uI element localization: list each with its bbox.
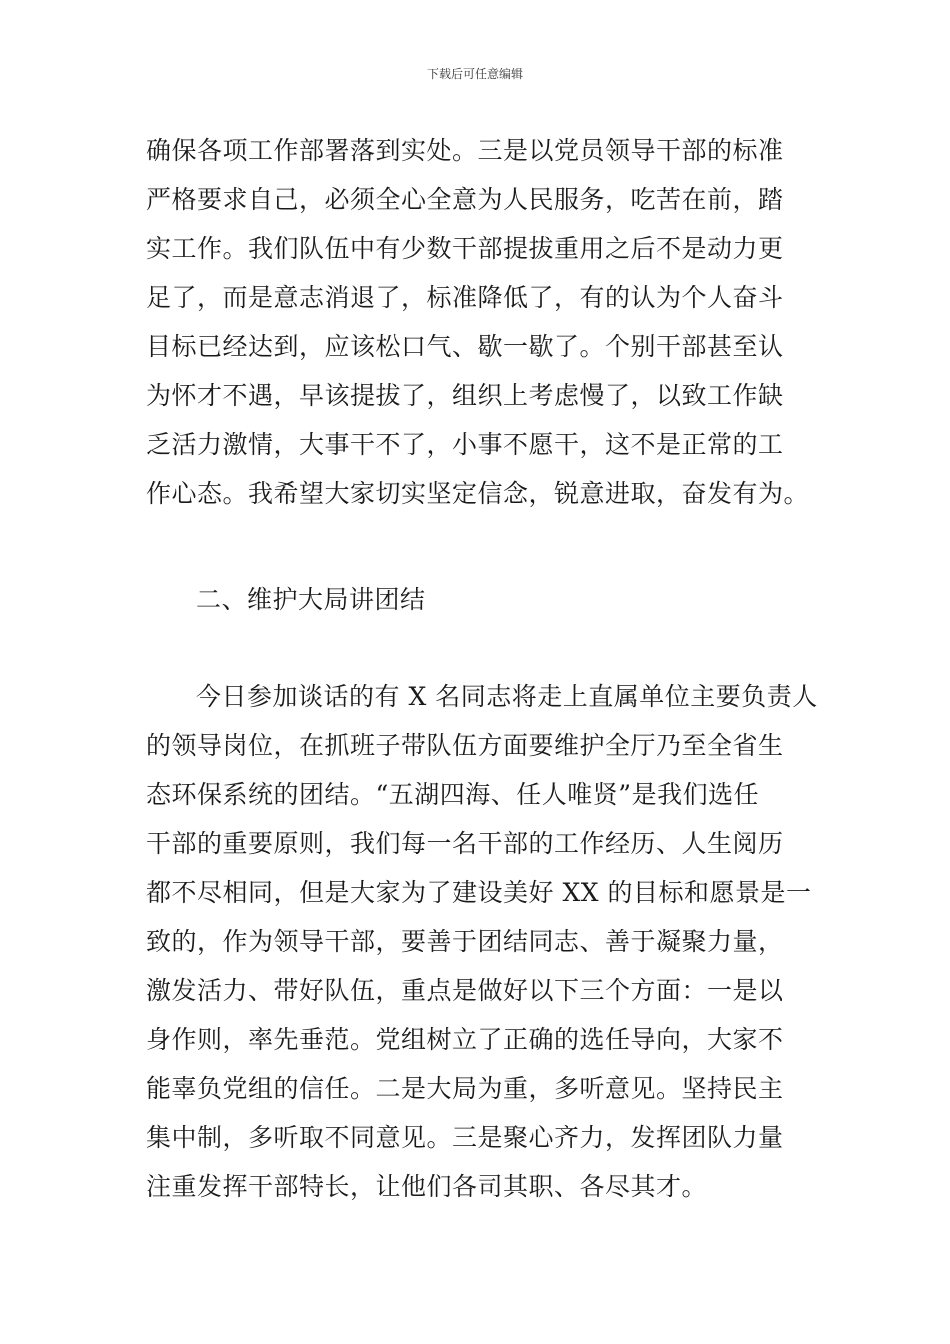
paragraph-line: 激发活力、带好队伍，重点是做好以下三个方面：一是以 <box>146 976 784 1005</box>
section-heading-text: 二、维护大局讲团结 <box>196 585 426 614</box>
paragraph-line: 严格要求自己，必须全心全意为人民服务，吃苦在前，踏 <box>146 185 784 214</box>
paragraph-line: 注重发挥干部特长，让他们各司其职、各尽其才。 <box>146 1172 708 1201</box>
paragraph-1 <box>146 126 811 518</box>
paragraph-line: 乏活力激情，大事干不了，小事不愿干，这不是正常的工 <box>146 430 784 459</box>
paragraph-line: 确保各项工作部署落到实处。三是以党员领导干部的标准 <box>146 136 784 165</box>
page-header: 下载后可任意编辑 <box>426 67 523 81</box>
paragraph-line: 今日参加谈话的有 X 名同志将走上直属单位主要负责人 <box>196 682 818 711</box>
paragraph-line: 致的，作为领导干部，要善于团结同志、善于凝聚力量， <box>146 927 784 956</box>
paragraph-line: 目标已经达到，应该松口气、歇一歇了。个别干部甚至认 <box>146 332 784 361</box>
paragraph-line: 都不尽相同，但是大家为了建设美好 XX 的目标和愿景是一 <box>146 878 812 907</box>
paragraph-line: 实工作。我们队伍中有少数干部提拔重用之后不是动力更 <box>146 234 784 263</box>
paragraph-line: 身作则，率先垂范。党组树立了正确的选任导向，大家不 <box>146 1025 784 1054</box>
paragraph-line: 干部的重要原则，我们每一名干部的工作经历、人生阅历 <box>146 829 784 858</box>
paragraph-2 <box>146 672 818 1211</box>
paragraph-line: 作心态。我希望大家切实坚定信念，锐意进取，奋发有为。 <box>146 479 810 508</box>
paragraph-line: 足了，而是意志消退了，标准降低了，有的认为个人奋斗 <box>146 283 784 312</box>
paragraph-line: 的领导岗位，在抓班子带队伍方面要维护全厅乃至全省生 <box>146 731 784 760</box>
section-heading <box>146 575 811 624</box>
paragraph-line: 能辜负党组的信任。二是大局为重，多听意见。坚持民主 <box>146 1074 784 1103</box>
paragraph-line: 为怀才不遇，早该提拔了，组织上考虑慢了，以致工作缺 <box>146 381 784 410</box>
paragraph-line: 态环保系统的团结。“五湖四海、任人唯贤”是我们选任 <box>146 780 760 809</box>
paragraph-line: 集中制，多听取不同意见。三是聚心齐力，发挥团队力量 <box>146 1123 784 1152</box>
